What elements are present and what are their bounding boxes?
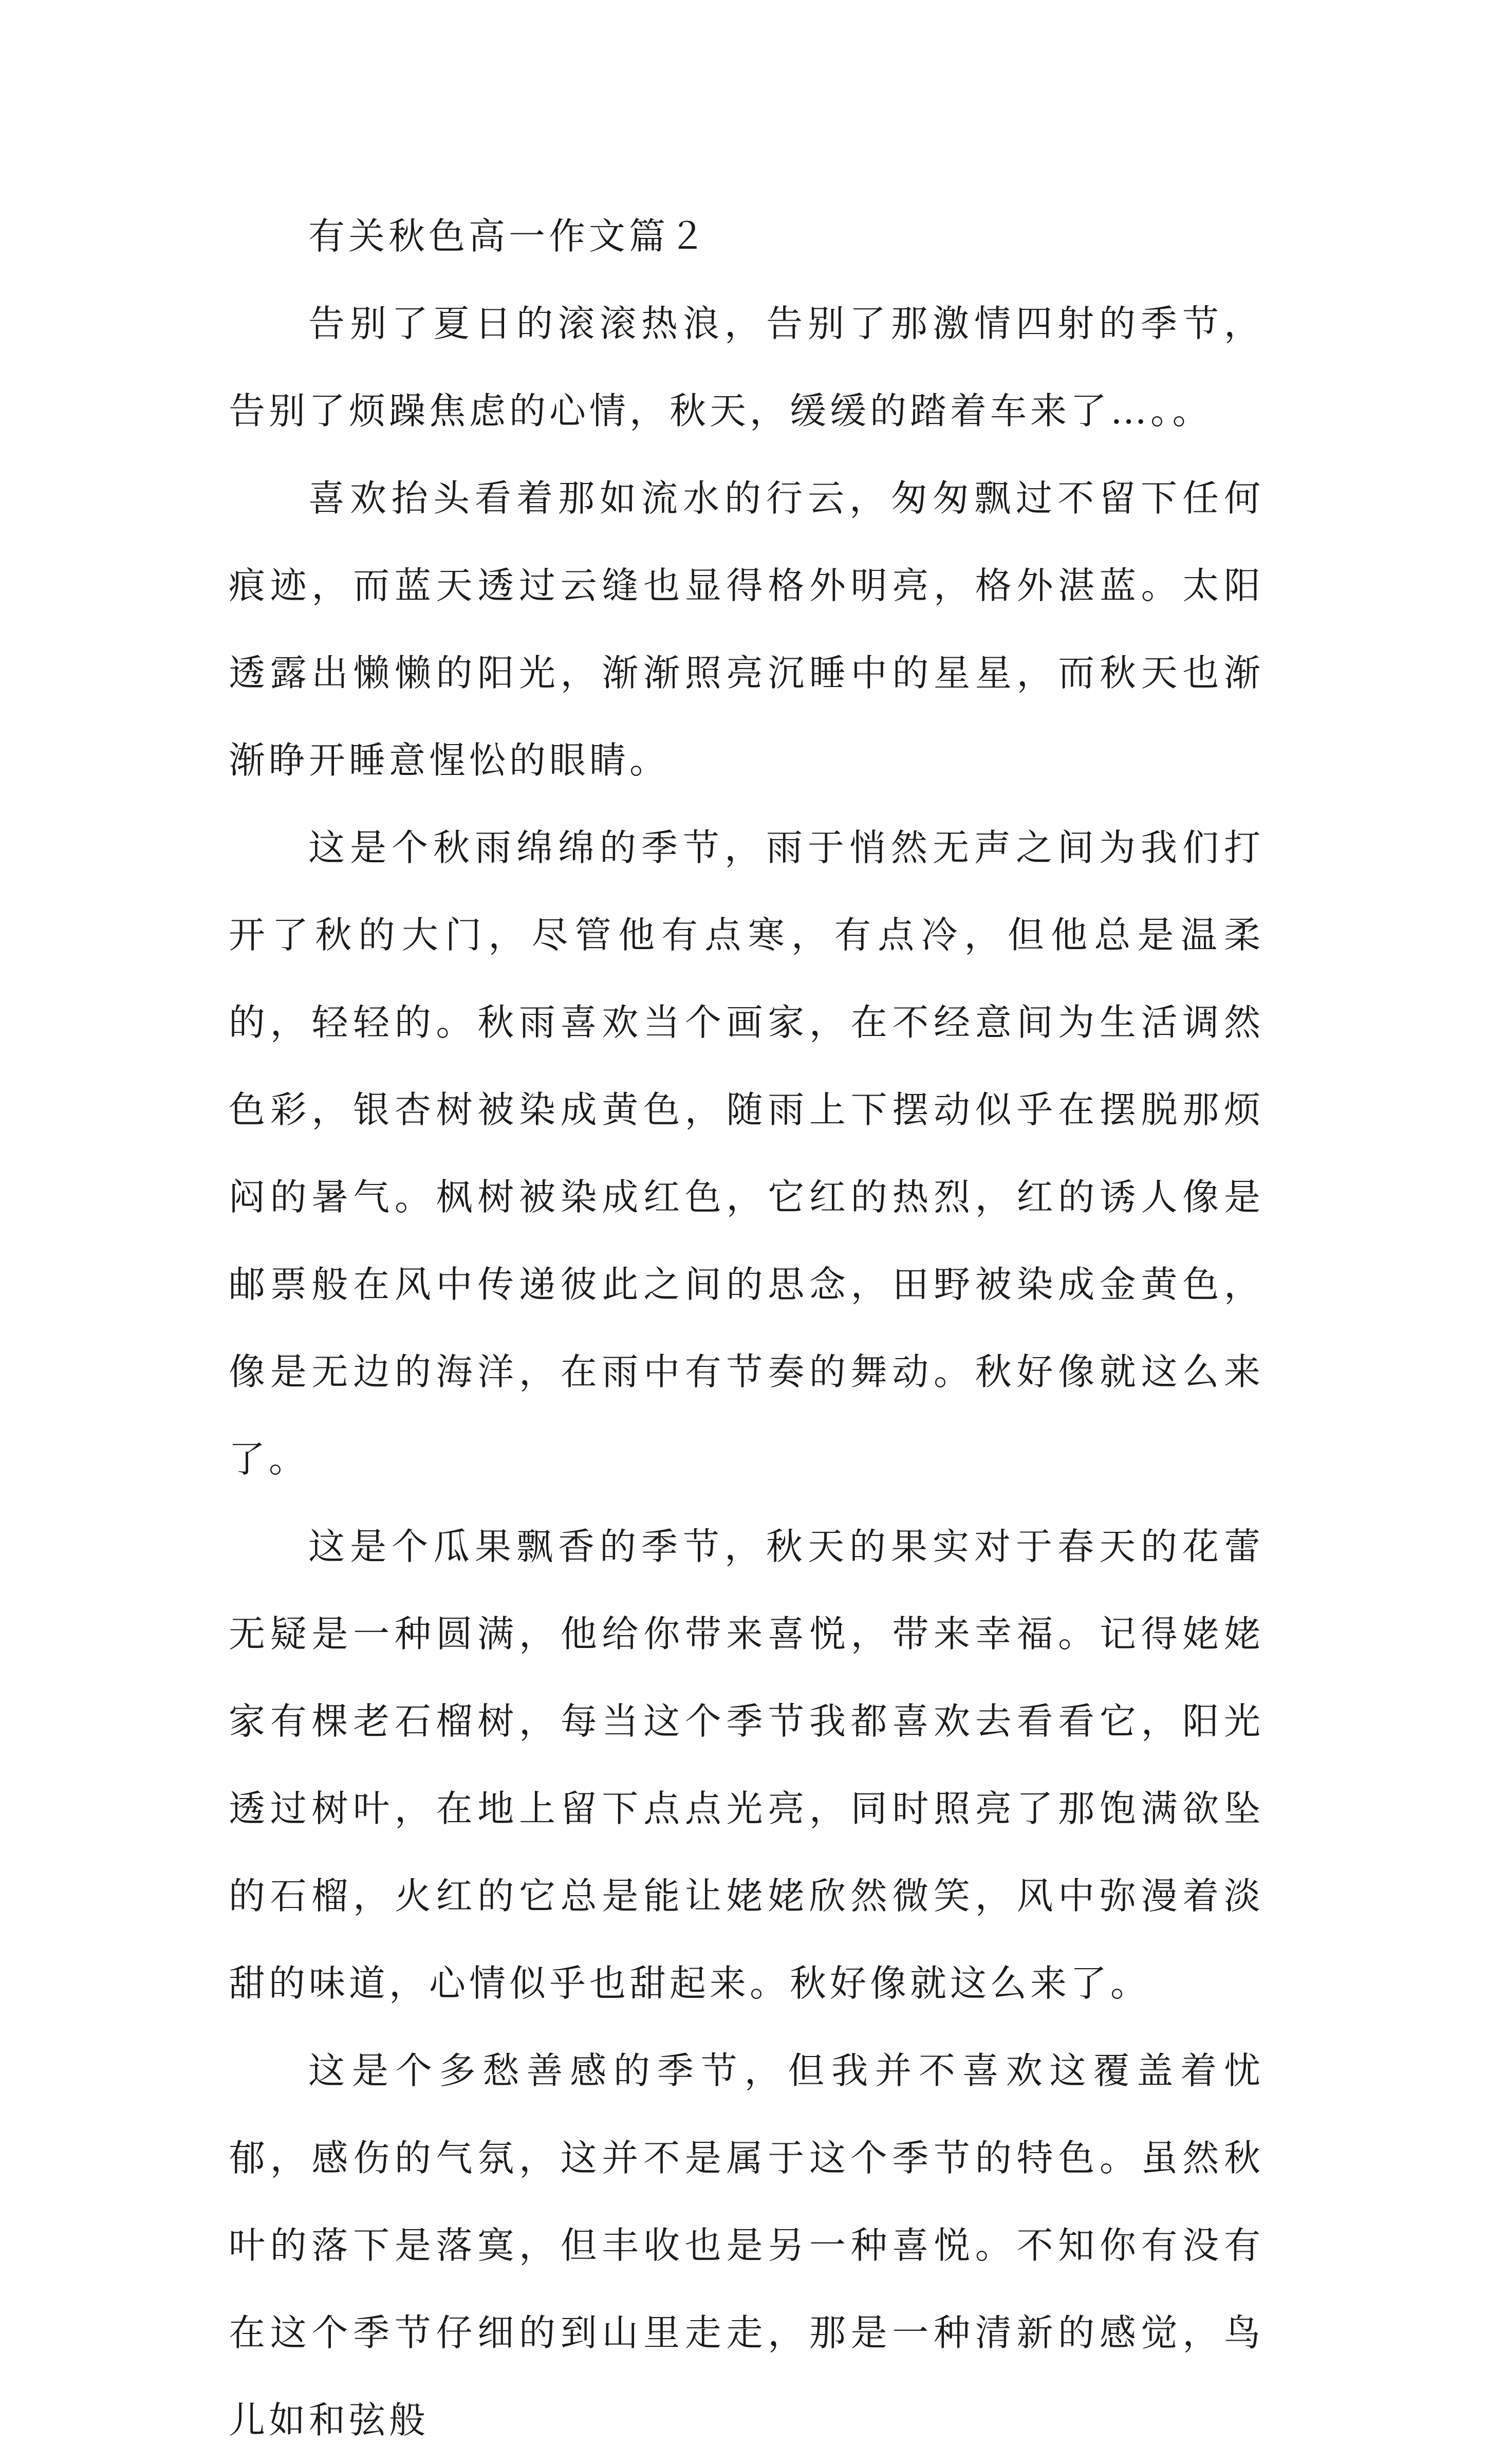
paragraph-5: 这是个多愁善感的季节，但我并不喜欢这覆盖着忧郁，感伤的气氛，这并不是属于这个季节的特色。虽然秋叶的落下是落寞，但丰收也是另一种喜悦。不知你有没有在这个季节仔细的到山里走走，那是一种清新的感觉，鸟儿如和弦般: [229, 2049, 1264, 2441]
document-body: [229, 193, 1264, 2464]
essay-title: 有关秋色高一作文篇２: [308, 215, 710, 257]
paragraph-4: 这是个瓜果飘香的季节，秋天的果实对于春天的花蕾无疑是一种圆满，他给你带来喜悦，带来幸福。记得姥姥家有棵老石榴树，每当这个季节我都喜欢去看看它，阳光透过树叶，在地上留下点点光亮，同时照亮了那饱满欲坠的石榴，火红的它总是能让姥姥欣然微笑，风中弥漫着淡甜的味道，心情似乎也甜起来。秋好像就这么来了。: [229, 1525, 1264, 2005]
paragraph-1: 告别了夏日的滚滚热浪，告别了那激情四射的季节，告别了烦躁焦虑的心情，秋天，缓缓的踏着车来了…。。: [229, 302, 1264, 432]
paragraph-3: 这是个秋雨绵绵的季节，雨于悄然无声之间为我们打开了秋的大门，尽管他有点寒，有点冷，但他总是温柔的，轻轻的。秋雨喜欢当个画家，在不经意间为生活调然色彩，银杏树被染成黄色，随雨上下摆动似乎在摆脱那烦闷的暑气。枫树被染成红色，它红的热烈，红的诱人像是邮票般在风中传递彼此之间的思念，田野被染成金黄色，像是无边的海洋，在雨中有节奏的舞动。秋好像就这么来了。: [229, 826, 1264, 1480]
paragraph-2: 喜欢抬头看着那如流水的行云，匆匆飘过不留下任何痕迹，而蓝天透过云缝也显得格外明亮，格外湛蓝。太阳透露出懒懒的阳光，渐渐照亮沉睡中的星星，而秋天也渐渐睁开睡意惺忪的眼睛。: [229, 477, 1264, 782]
